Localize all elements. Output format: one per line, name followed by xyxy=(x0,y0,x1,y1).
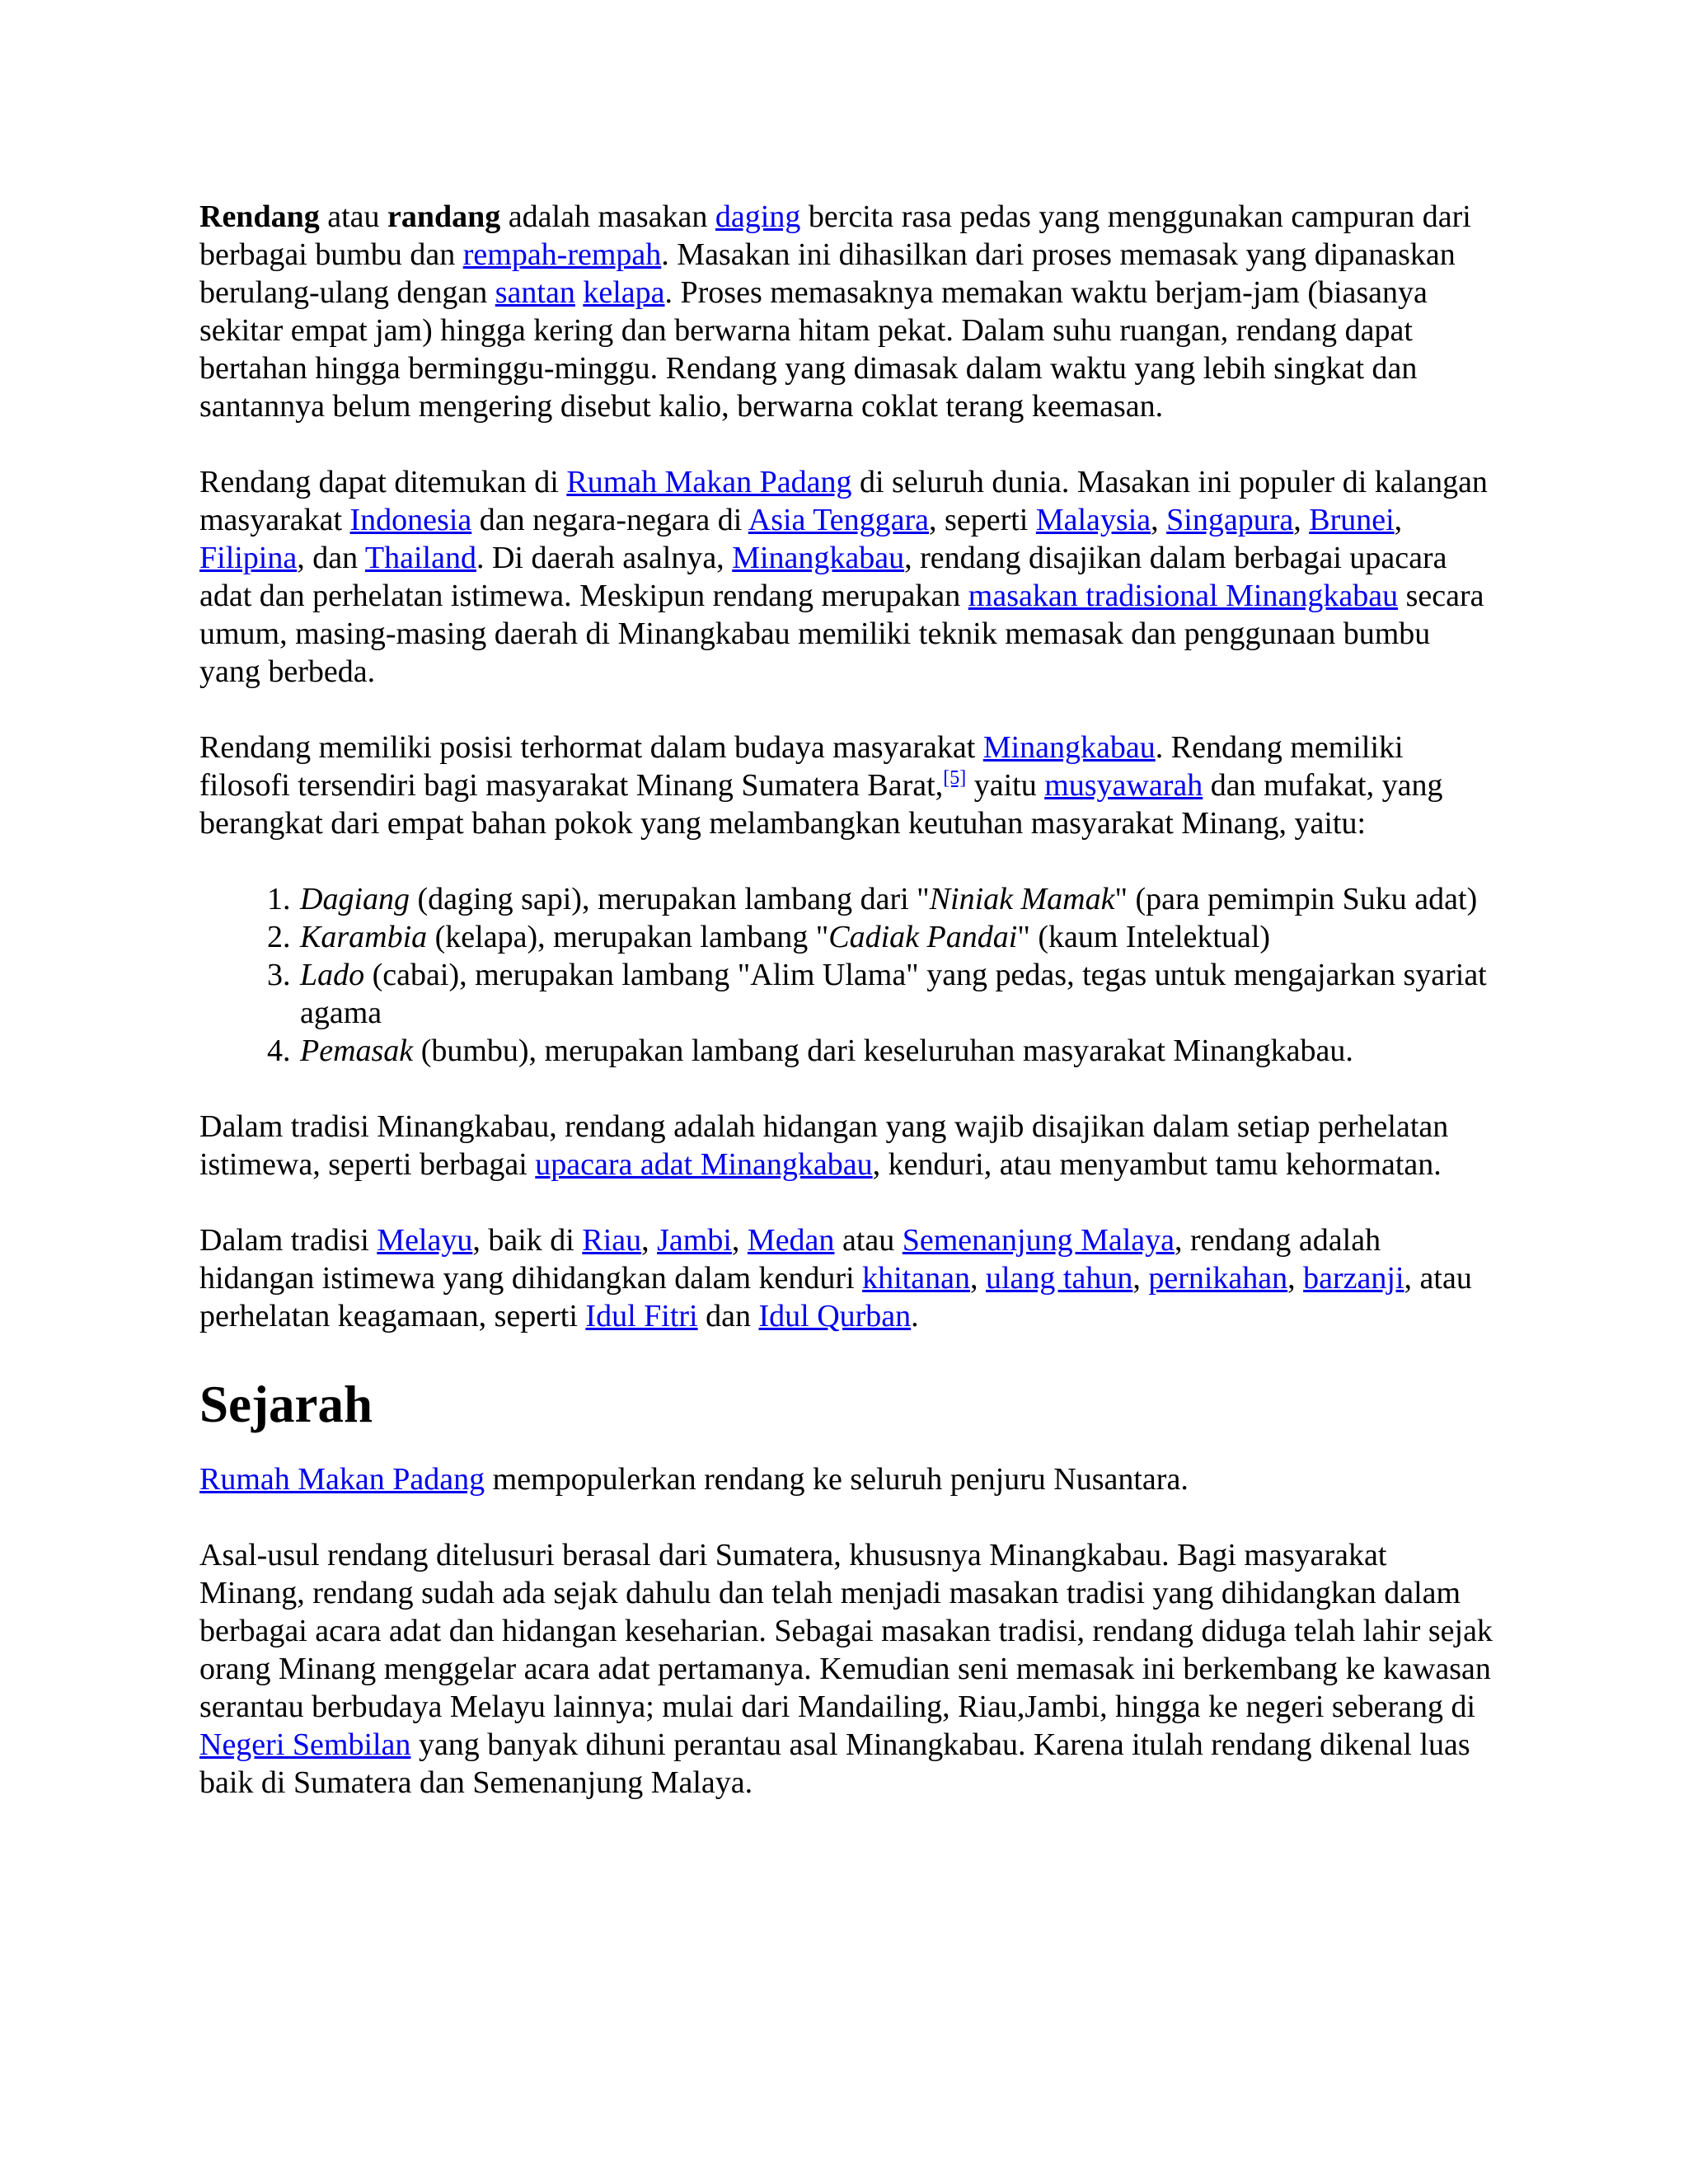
italic-term: Karambia xyxy=(300,920,428,954)
text: Dalam tradisi xyxy=(199,1223,377,1258)
italic-term: Pemasak xyxy=(300,1033,414,1068)
list-item xyxy=(298,918,1493,956)
text: Rendang memiliki posisi terhormat dalam budaya masyarakat xyxy=(199,730,983,765)
link-khitanan[interactable]: khitanan xyxy=(862,1261,970,1296)
link-idul-fitri[interactable]: Idul Fitri xyxy=(585,1299,698,1333)
link-idul-qurban[interactable]: Idul Qurban xyxy=(758,1299,912,1333)
link-santan[interactable]: santan xyxy=(495,275,575,310)
link-jambi[interactable]: Jambi xyxy=(657,1223,732,1258)
link-brunei[interactable]: Brunei xyxy=(1309,503,1395,537)
text: , xyxy=(1293,503,1310,537)
text: atau xyxy=(834,1223,903,1258)
text: , seperti xyxy=(929,503,1036,537)
link-medan[interactable]: Medan xyxy=(747,1223,835,1258)
text xyxy=(575,275,584,310)
text: di seluruh dunia. Masakan ini populer di kalangan masyarakat xyxy=(199,465,1488,537)
link-daging[interactable]: daging xyxy=(715,199,801,234)
link-rumah-makan-padang-history[interactable]: Rumah Makan Padang xyxy=(199,1462,485,1497)
text: , dan xyxy=(297,541,365,575)
distribution-paragraph xyxy=(199,463,1493,691)
text: , rendang adalah hidangan istimewa yang dihidangkan dalam kenduri xyxy=(199,1223,1381,1296)
link-semenanjung-malaya[interactable]: Semenanjung Malaya xyxy=(902,1223,1175,1258)
text: dan xyxy=(697,1299,759,1333)
link-malaysia[interactable]: Malaysia xyxy=(1035,503,1151,537)
text: , baik di xyxy=(472,1223,583,1258)
text: bercita rasa pedas yang menggunakan campuran dari berbagai bumbu dan xyxy=(199,199,1471,272)
tradition-minangkabau-paragraph xyxy=(199,1108,1493,1183)
list-item xyxy=(298,956,1493,1032)
link-masakan-tradisional-minangkabau[interactable]: masakan tradisional Minangkabau xyxy=(968,579,1399,613)
text: , rendang disajikan dalam berbagai upacara adat dan perhelatan istimewa. Meskipun rendang merupakan xyxy=(199,541,1447,613)
text: . Proses memasaknya memakan waktu berjam-jam (biasanya sekitar empat jam) hingga kering dan berwarna hitam pekat. Dalam suhu ruangan, rendang dapat bertahan hingga berminggu-minggu. Rendang yang dimasak dalam waktu yang lebih singkat dan santannya belum mengering disebut kalio, berwarna coklat terang keemasan. xyxy=(199,275,1428,424)
italic-term: Cadiak Pandai xyxy=(828,920,1018,954)
text: Rendang dapat ditemukan di xyxy=(199,465,567,499)
text: secara umum, masing-masing daerah di Minangkabau memiliki teknik memasak dan penggunaan bumbu yang berbeda. xyxy=(199,579,1484,689)
intro-paragraph xyxy=(199,198,1493,425)
history-intro-paragraph xyxy=(199,1460,1493,1498)
text: , atau perhelatan keagamaan, seperti xyxy=(199,1261,1472,1333)
link-riau[interactable]: Riau xyxy=(582,1223,642,1258)
citation-link[interactable]: [5] xyxy=(943,767,967,789)
text: , xyxy=(1394,503,1403,537)
italic-term: Dagiang xyxy=(300,882,410,916)
philosophy-paragraph xyxy=(199,729,1493,842)
link-musyawarah[interactable]: musyawarah xyxy=(1044,768,1203,803)
italic-term: Niniak Mamak xyxy=(929,882,1115,916)
link-ulang-tahun[interactable]: ulang tahun xyxy=(985,1261,1133,1296)
text: " (para pemimpin Suku adat) xyxy=(1114,882,1478,916)
text: , xyxy=(731,1223,748,1258)
link-minangkabau[interactable]: Minangkabau xyxy=(732,541,905,575)
link-rempah-rempah[interactable]: rempah-rempah xyxy=(462,237,662,272)
text: (kelapa), merupakan lambang " xyxy=(427,920,829,954)
list-item xyxy=(298,880,1493,918)
link-rumah-makan-padang[interactable]: Rumah Makan Padang xyxy=(566,465,852,499)
tradition-melayu-paragraph xyxy=(199,1221,1493,1335)
text: . Di daerah asalnya, xyxy=(476,541,733,575)
section-heading-sejarah: Sejarah xyxy=(199,1376,373,1433)
term-bold-alt: randang xyxy=(387,199,501,234)
text: (daging sapi), merupakan lambang dari " xyxy=(410,882,930,916)
link-negeri-sembilan[interactable]: Negeri Sembilan xyxy=(199,1727,411,1762)
text: . Rendang memiliki filosofi tersendiri bagi masyarakat Minang Sumatera Barat, xyxy=(199,730,1404,803)
history-origin-paragraph xyxy=(199,1536,1493,1802)
text: , xyxy=(969,1261,986,1296)
link-singapura[interactable]: Singapura xyxy=(1166,503,1294,537)
link-filipina[interactable]: Filipina xyxy=(199,541,298,575)
text: , xyxy=(1132,1261,1149,1296)
link-upacara-adat-minangkabau[interactable]: upacara adat Minangkabau xyxy=(535,1147,873,1182)
text: , xyxy=(1151,503,1167,537)
link-kelapa[interactable]: kelapa xyxy=(583,275,665,310)
link-indonesia[interactable]: Indonesia xyxy=(349,503,472,537)
text: , kenduri, atau menyambut tamu kehormatan. xyxy=(872,1147,1442,1182)
text: , xyxy=(1287,1261,1304,1296)
text: atau xyxy=(319,199,388,234)
text: Asal-usul rendang ditelusuri berasal dari Sumatera, khususnya Minangkabau. Bagi masyarakat Minang, rendang sudah ada sejak dahulu dan telah menjadi masakan tradisi yang dihidangkan dalam berbagai acara adat dan hidangan keseharian. Sebagai masakan tradisi, rendang diduga telah lahir sejak orang Minang menggelar acara adat pertamanya. Kemudian seni memasak ini berkembang ke kawasan serantau berbudaya Melayu lainnya; mulai dari Mandailing, Riau,Jambi, hingga ke negeri seberang di xyxy=(199,1538,1493,1724)
link-pernikahan[interactable]: pernikahan xyxy=(1148,1261,1288,1296)
link-thailand[interactable]: Thailand xyxy=(364,541,476,575)
text: mempopulerkan rendang ke seluruh penjuru Nusantara. xyxy=(485,1462,1189,1497)
link-melayu[interactable]: Melayu xyxy=(377,1223,473,1258)
text: (bumbu), merupakan lambang dari keseluruhan masyarakat Minangkabau. xyxy=(413,1033,1353,1068)
text: adalah masakan xyxy=(500,199,715,234)
text: . Masakan ini dihasilkan dari proses memasak yang dipanaskan berulang-ulang dengan xyxy=(199,237,1456,310)
link-asia-tenggara[interactable]: Asia Tenggara xyxy=(748,503,930,537)
text: yaitu xyxy=(966,768,1045,803)
term-bold: Rendang xyxy=(199,199,320,234)
article-body xyxy=(199,198,1493,1840)
text: . xyxy=(911,1299,919,1333)
text: dan mufakat, yang berangkat dari empat bahan pokok yang melambangkan keutuhan masyarakat Minang, yaitu: xyxy=(199,768,1443,841)
italic-term: Lado xyxy=(300,958,365,992)
list-item xyxy=(298,1032,1493,1070)
link-minangkabau-culture[interactable]: Minangkabau xyxy=(982,730,1156,765)
text: (cabai), merupakan lambang "Alim Ulama" yang pedas, tegas untuk mengajarkan syariat agama xyxy=(300,958,1487,1030)
text: yang banyak dihuni perantau asal Minangkabau. Karena itulah rendang dikenal luas baik di Sumatera dan Semenanjung Malaya. xyxy=(199,1727,1470,1800)
text: dan negara-negara di xyxy=(471,503,748,537)
text: , xyxy=(641,1223,658,1258)
ingredients-list xyxy=(199,880,1493,1070)
link-barzanji[interactable]: barzanji xyxy=(1303,1261,1404,1296)
text: " (kaum Intelektual) xyxy=(1017,920,1271,954)
text: Dalam tradisi Minangkabau, rendang adalah hidangan yang wajib disajikan dalam setiap perhelatan istimewa, seperti berbagai xyxy=(199,1109,1449,1182)
